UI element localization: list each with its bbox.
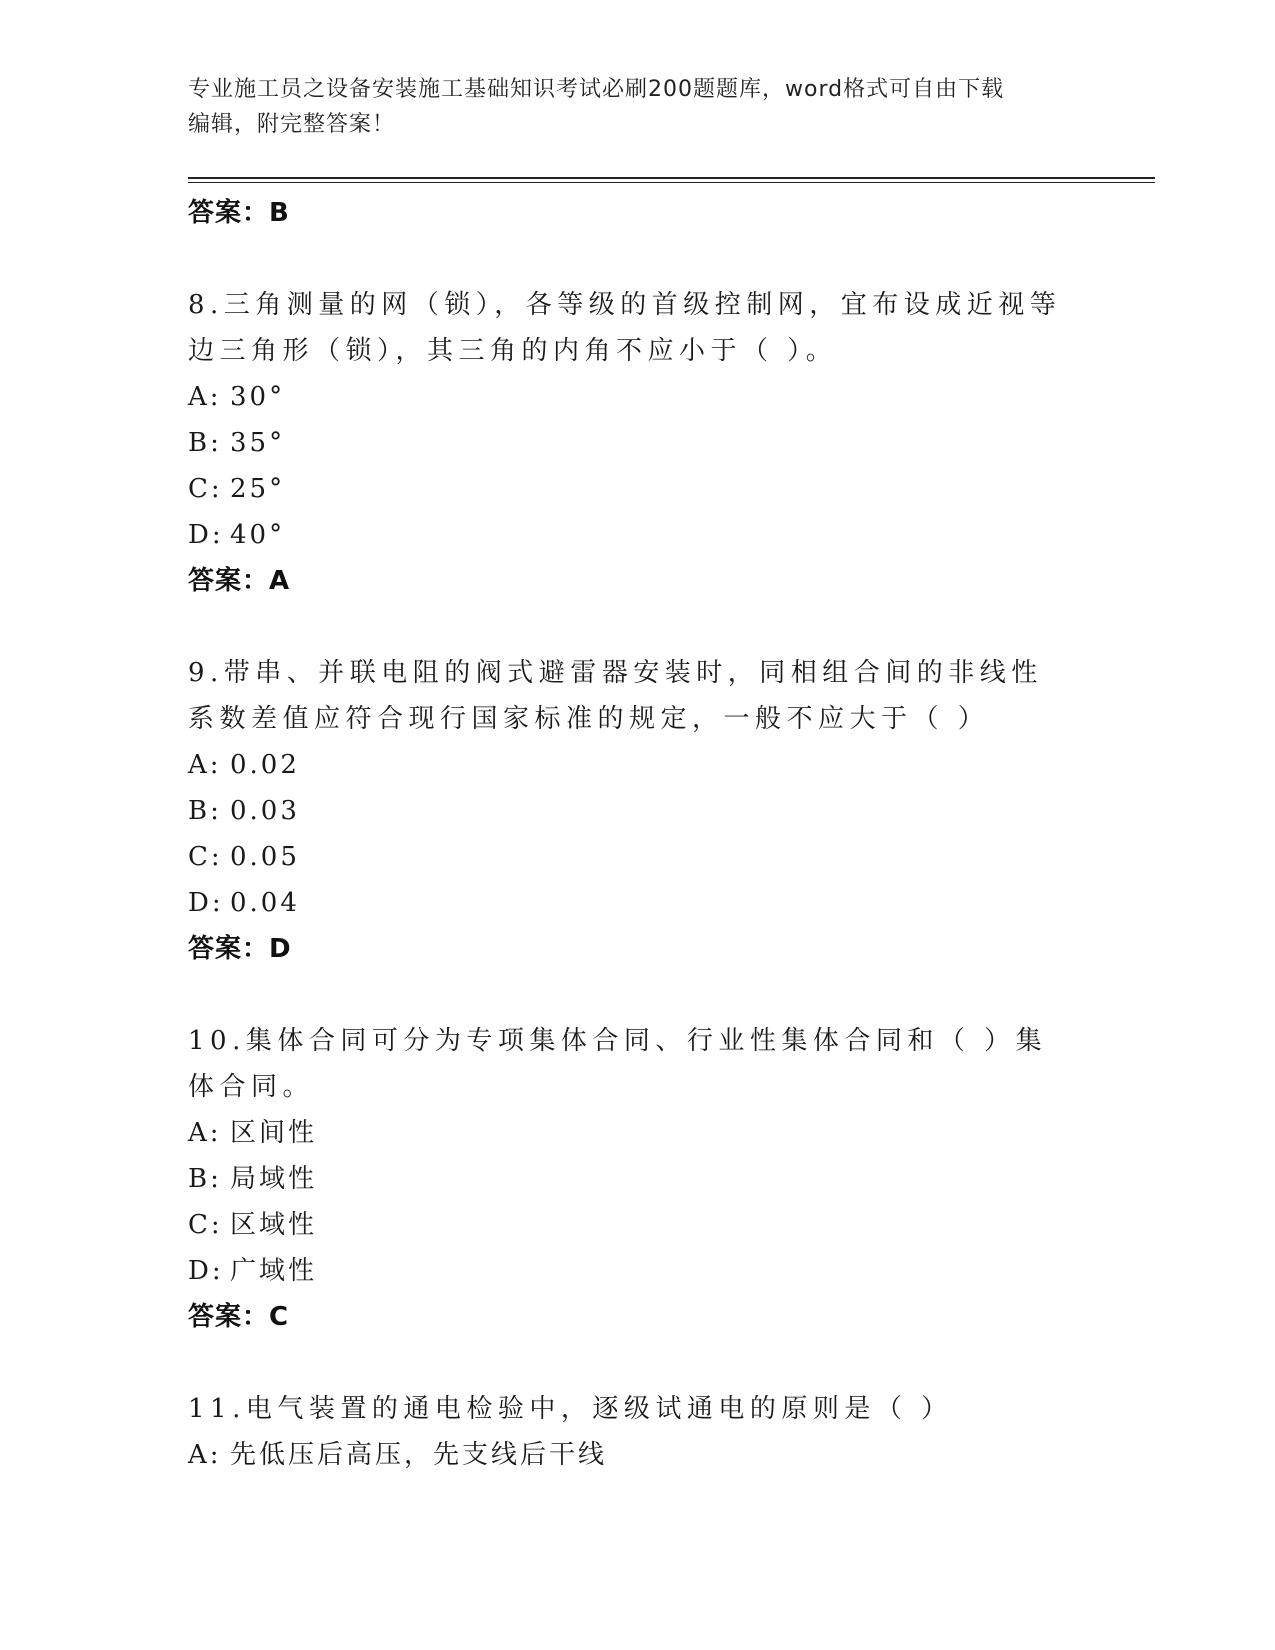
answer-option: [188, 1248, 1068, 1294]
option-text: 30°: [230, 382, 286, 412]
option-text: 0.02: [230, 750, 300, 780]
option-label: B:: [188, 796, 222, 826]
option-text: 广域性: [230, 1256, 318, 1286]
answer-option: [188, 880, 1068, 926]
header-divider-thin: [188, 182, 1155, 183]
answer-line: 答案：C: [188, 1302, 290, 1332]
answer-option: [188, 466, 1068, 512]
answer-line: 答案：D: [188, 934, 292, 964]
option-label: C:: [188, 842, 223, 872]
document-header: [188, 72, 1088, 142]
option-text: 25°: [230, 474, 286, 504]
answer-option: [188, 512, 1068, 558]
answer-option: [188, 1202, 1068, 1248]
answer-option: [188, 834, 1068, 880]
spacer: [188, 236, 1068, 282]
option-text: 先低压后高压，先支线后干线: [230, 1440, 608, 1470]
spacer: [188, 972, 1068, 1018]
answer-option: [188, 420, 1068, 466]
answer-option: [188, 1432, 1068, 1478]
option-text: 区域性: [230, 1210, 318, 1240]
option-text: 0.04: [230, 888, 300, 918]
answer-line: 答案：B: [188, 198, 290, 228]
spacer: [188, 604, 1068, 650]
question-text: 11.电气装置的通电检验中，逐级试通电的原则是（ ）: [188, 1394, 953, 1424]
answer-line: 答案：A: [188, 566, 291, 596]
answer-option: [188, 788, 1068, 834]
option-label: B:: [188, 1164, 222, 1194]
answer-option: [188, 374, 1068, 420]
question-text: 10.集体合同可分为专项集体合同、行业性集体合同和（ ）集体合同。: [188, 1026, 1048, 1102]
option-text: 0.03: [230, 796, 300, 826]
option-label: D:: [188, 520, 224, 550]
option-text: 局域性: [230, 1164, 318, 1194]
option-label: D:: [188, 888, 224, 918]
header-title-line-2: 编辑，附完整答案！: [188, 112, 396, 137]
option-label: A:: [188, 750, 222, 780]
spacer: [188, 1340, 1068, 1386]
question-list: [188, 190, 1068, 1478]
answer-option: [188, 1110, 1068, 1156]
question-text: 8.三角测量的网（锁），各等级的首级控制网，宜布设成近视等边三角形（锁），其三角的内角不应小于（ ）。: [188, 290, 1062, 366]
option-text: 0.05: [230, 842, 300, 872]
option-text: 35°: [230, 428, 286, 458]
option-label: C:: [188, 474, 223, 504]
option-text: 40°: [230, 520, 286, 550]
option-label: A:: [188, 1118, 222, 1148]
answer-option: [188, 1156, 1068, 1202]
option-label: A:: [188, 382, 222, 412]
header-title-line-1: 专业施工员之设备安装施工基础知识考试必刷200题题库，word格式可自由下载: [188, 77, 1005, 102]
option-label: B:: [188, 428, 222, 458]
option-label: D:: [188, 1256, 224, 1286]
header-divider-thick: [188, 177, 1155, 179]
option-text: 区间性: [230, 1118, 318, 1148]
option-label: A:: [188, 1440, 222, 1470]
answer-option: [188, 742, 1068, 788]
question-text: 9.带串、并联电阻的阀式避雷器安装时，同相组合间的非线性系数差值应符合现行国家标准的规定，一般不应大于（ ）: [188, 658, 1043, 734]
option-label: C:: [188, 1210, 223, 1240]
